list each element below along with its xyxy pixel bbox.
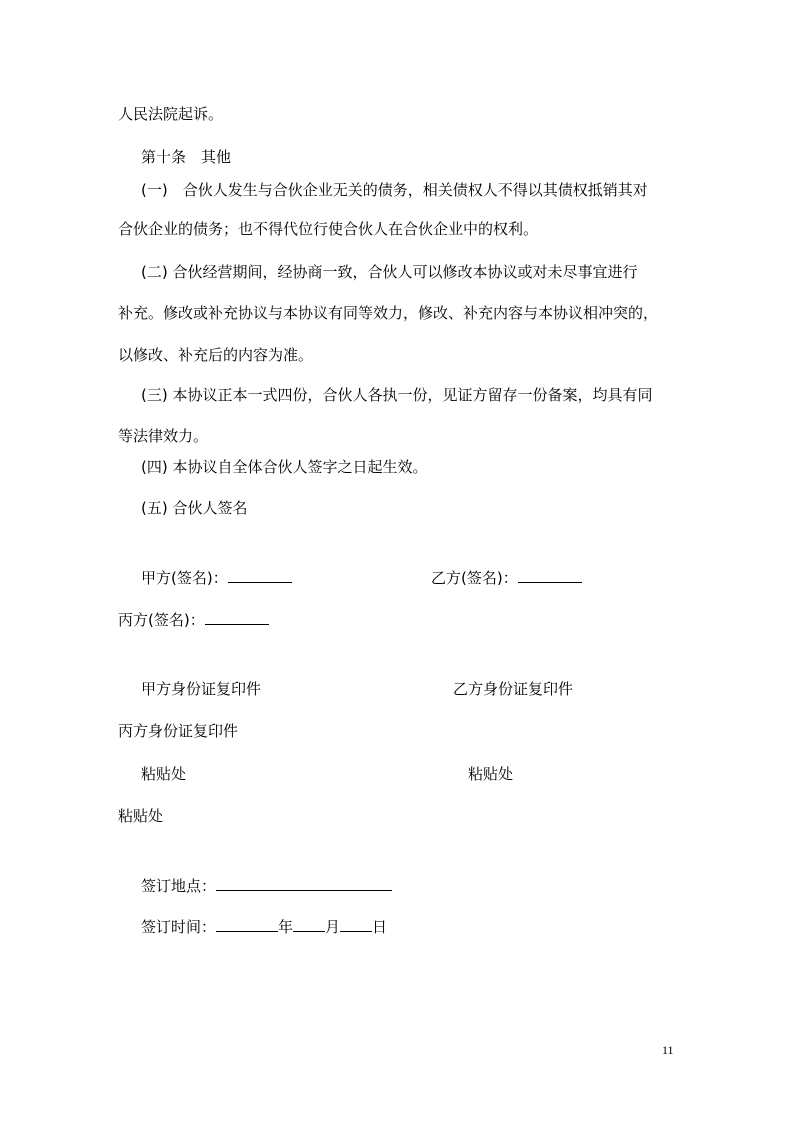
party-a-signature-blank[interactable] [228,568,292,583]
clause-1-line-2: 合伙企业的债务；也不得代位行使合伙人在合伙企业中的权利。 [118,220,539,238]
party-c-signature-blank[interactable] [205,610,269,625]
clause-3-line-2: 等法律效力。 [118,427,209,445]
signing-day-label: 日 [372,918,388,936]
signing-year-blank[interactable] [216,917,278,932]
clause-2-line-3: 以修改、补充后的内容为准。 [118,346,314,364]
clause-5: (五) 合伙人签名 [141,499,248,517]
signing-time [141,917,387,937]
party-b-signature-label: 乙方(签名)： [431,569,518,587]
clause-1-line-1: (一) 合伙人发生与合伙企业无关的债务，相关债权人不得以其债权抵销其对 [141,181,648,199]
clause-2-line-1: (二) 合伙经营期间，经协商一致，合伙人可以修改本协议或对未尽事宜进行 [141,263,638,281]
party-b-id-copy: 乙方身份证复印件 [453,680,574,698]
signing-place [141,876,392,896]
signing-place-label: 签订地点： [141,877,217,895]
page-number: 11 [662,1043,674,1057]
paste-area-c: 粘贴处 [118,807,164,825]
clause-3-line-1: (三) 本协议正本一式四份，合伙人各执一份，见证方留存一份备案，均具有同 [141,386,653,404]
clause-2-line-2: 补充。修改或补充协议与本协议有同等效力，修改、补充内容与本协议相冲突的， [118,304,659,322]
party-c-signature-label: 丙方(签名)： [118,611,205,629]
party-a-id-copy: 甲方身份证复印件 [141,680,262,698]
signing-year-label: 年 [278,918,294,936]
party-c-id-copy: 丙方身份证复印件 [118,722,239,740]
party-b-signature [431,568,582,588]
article-heading: 第十条 其他 [141,148,232,166]
signing-place-blank[interactable] [216,876,392,891]
signing-month-label: 月 [325,918,341,936]
party-a-signature [141,568,292,588]
signing-day-blank[interactable] [340,917,372,932]
party-c-signature [118,610,269,630]
paste-area-b: 粘贴处 [468,765,514,783]
signing-month-blank[interactable] [293,917,325,932]
clause-4: (四) 本协议自全体合伙人签字之日起生效。 [141,458,428,476]
party-b-signature-blank[interactable] [518,568,582,583]
signing-time-label: 签订时间： [141,918,217,936]
party-a-signature-label: 甲方(签名)： [141,569,228,587]
text-line-court: 人民法院起诉。 [118,105,224,123]
paste-area-a: 粘贴处 [141,765,187,783]
